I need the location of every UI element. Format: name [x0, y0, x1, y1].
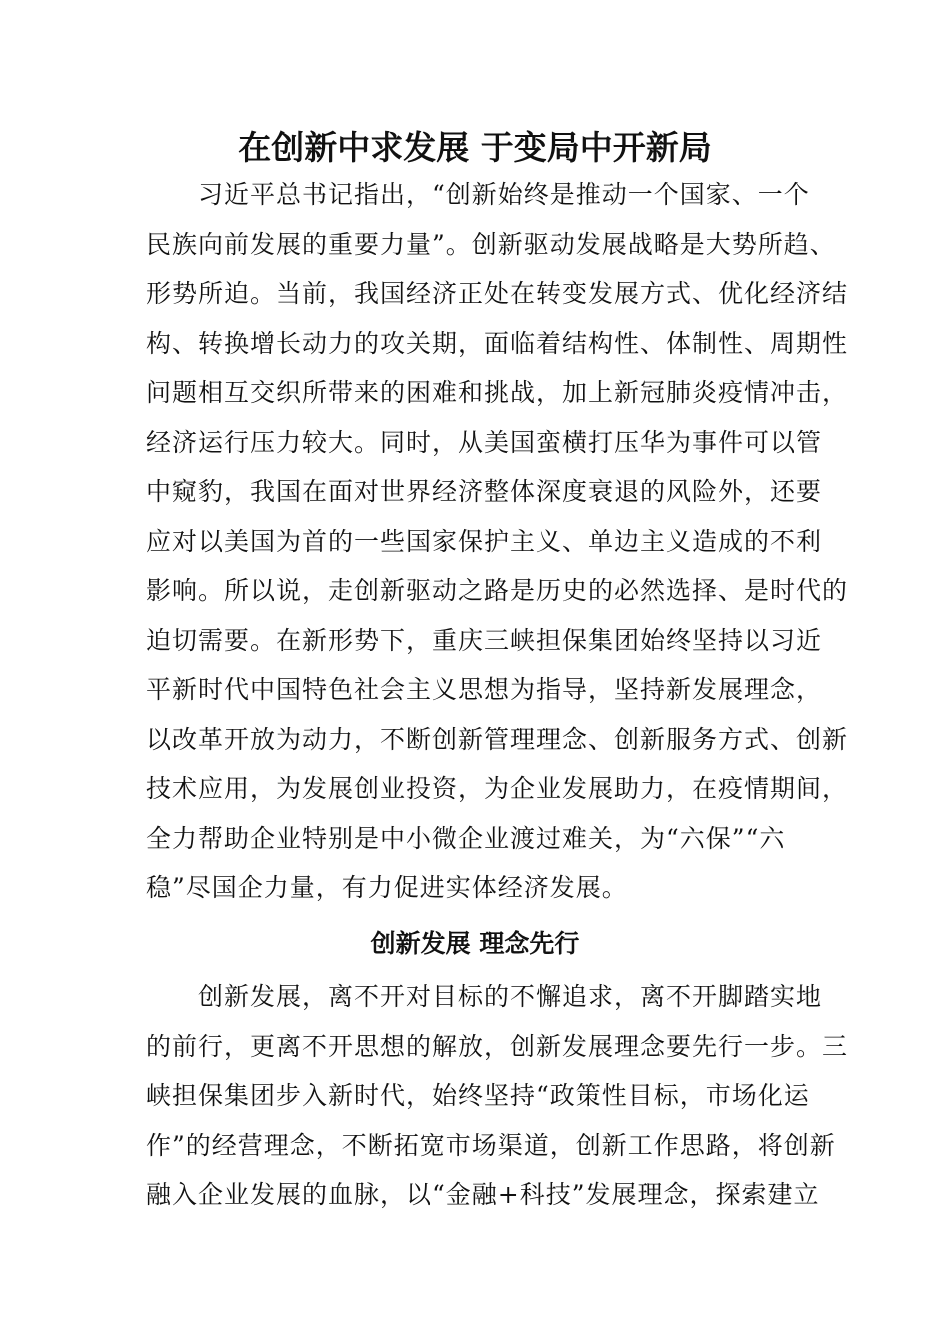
paragraph-line: 融入企业发展的血脉，以“金融+科技”发展理念，探索建立	[146, 1180, 820, 1209]
paragraph-line: 稳”尽国企力量，有力促进实体经济发展。	[146, 873, 628, 902]
paragraph-line: 中窥豹，我国在面对世界经济整体深度衰退的风险外，还要	[146, 477, 823, 506]
section-paragraph	[146, 972, 849, 1220]
paragraph-line: 应对以美国为首的一些国家保护主义、单边主义造成的不利	[146, 526, 823, 556]
paragraph-line: 习近平总书记指出，“创新始终是推动一个国家、一个	[198, 180, 810, 209]
document-title: 在创新中求发展 于变局中开新局	[238, 128, 712, 167]
paragraph-line: 以改革开放为动力，不断创新管理理念、创新服务方式、创新	[146, 724, 849, 754]
paragraph-line: 问题相互交织所带来的困难和挑战，加上新冠肺炎疫情冲击，	[146, 378, 849, 407]
paragraph-line: 技术应用，为发展创业投资，为企业发展助力，在疫情期间，	[146, 774, 849, 803]
paragraph-line: 构、转换增长动力的攻关期，面临着结构性、体制性、周期性	[146, 328, 849, 358]
section-heading: 创新发展 理念先行	[370, 929, 580, 958]
paragraph-line: 的前行，更离不开思想的解放，创新发展理念要先行一步。三	[146, 1031, 849, 1061]
paragraph-line: 经济运行压力较大。同时，从美国蛮横打压华为事件可以管	[146, 427, 823, 457]
paragraph-line: 民族向前发展的重要力量”。创新驱动发展战略是大势所趋、	[146, 229, 836, 259]
paragraph-line: 峡担保集团步入新时代，始终坚持“政策性目标，市场化运	[146, 1081, 810, 1110]
paragraph-line: 全力帮助企业特别是中小微企业渡过难关，为“六保”“六	[146, 823, 786, 853]
intro-paragraph	[146, 170, 849, 913]
paragraph-line: 影响。所以说，走创新驱动之路是历史的必然选择、是时代的	[146, 576, 849, 605]
paragraph-line: 平新时代中国特色社会主义思想为指导，坚持新发展理念，	[146, 675, 823, 704]
paragraph-line: 创新发展，离不开对目标的不懈追求，离不开脚踏实地	[198, 982, 823, 1011]
paragraph-line: 形势所迫。当前，我国经济正处在转变发展方式、优化经济结	[146, 279, 849, 308]
paragraph-line: 迫切需要。在新形势下，重庆三峡担保集团始终坚持以习近	[146, 625, 823, 655]
paragraph-line: 作”的经营理念，不断拓宽市场渠道，创新工作思路，将创新	[146, 1130, 836, 1160]
